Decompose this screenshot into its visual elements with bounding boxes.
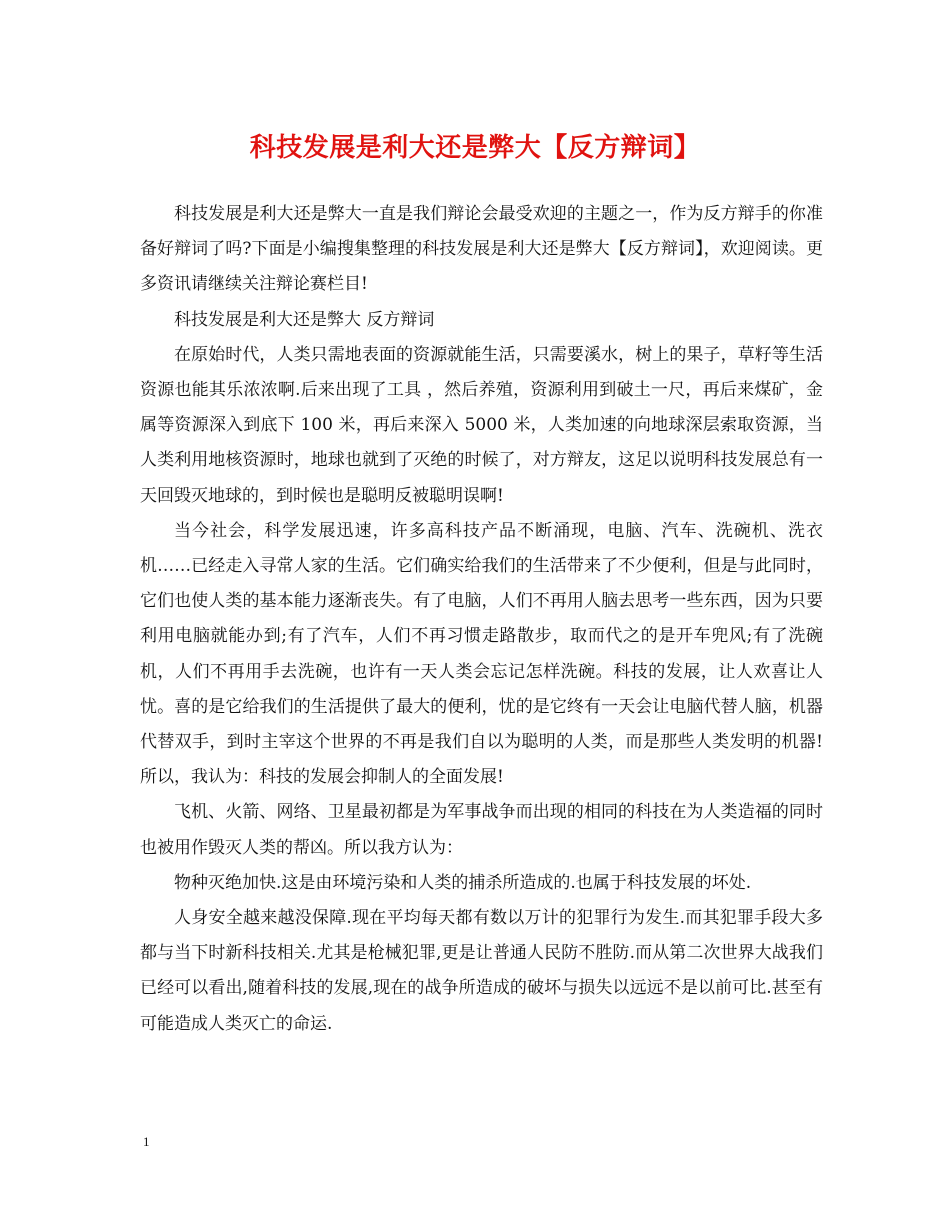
document-title: 科技发展是利大还是弊大【反方辩词】 bbox=[249, 133, 701, 163]
document-body bbox=[140, 197, 823, 1042]
body-paragraph-species-extinction: 物种灭绝加快.这是由环境污染和人类的捕杀所造成的.也属于科技发展的坏处. bbox=[174, 872, 752, 893]
page-number: 1 bbox=[143, 1134, 150, 1149]
intro-paragraph: 科技发展是利大还是弊大一直是我们辩论会最受欢迎的主题之一，作为反方辩手的你准备好辩词了吗?下面是小编搜集整理的科技发展是利大还是弊大【反方辩词】，欢迎阅读。更多资讯请继续关注辩论赛栏目! bbox=[140, 204, 823, 295]
body-paragraph-modern-society: 当今社会，科学发展迅速，许多高科技产品不断涌现，电脑、汽车、洗碗机、洗衣机……已经走入寻常人家的生活。它们确实给我们的生活带来了不少便利，但是与此同时，它们也使人类的基本能力逐渐丧失。有了电脑，人们不再用人脑去思考一些东西，因为只要利用电脑就能办到;有了汽车，人们不再习惯走路散步，取而代之的是开车兜风;有了洗碗机，人们不再用手去洗碗，也许有一天人类会忘记怎样洗碗。科技的发展，让人欢喜让人忧。喜的是它给我们的生活提供了最大的便利，忧的是它终有一天会让电脑代替人脑，机器代替双手，到时主宰这个世界的不再是我们自以为聪明的人类，而是那些人类发明的机器!所以，我认为：科技的发展会抑制人的全面发展! bbox=[140, 520, 823, 788]
body-paragraph-military-tech: 飞机、火箭、网络、卫星最初都是为军事战争而出现的相同的科技在为人类造福的同时也被用作毁灭人类的帮凶。所以我方认为： bbox=[140, 802, 823, 858]
section-heading: 科技发展是利大还是弊大 反方辩词 bbox=[174, 309, 435, 330]
body-paragraph-personal-safety: 人身安全越来越没保障.现在平均每天都有数以万计的犯罪行为发生.而其犯罪手段大多都与当下时新科技相关.尤其是枪械犯罪,更是让普通人民防不胜防.而从第二次世界大战我们已经可以看出,随着科技的发展,现在的战争所造成的破坏与损失以远远不是以前可比.甚至有可能造成人类灭亡的命运. bbox=[140, 908, 823, 1034]
body-paragraph-primitive-era: 在原始时代，人类只需地表面的资源就能生活，只需要溪水，树上的果子，草籽等生活资源也能其乐浓浓啊.后来出现了工具 ，然后养殖，资源利用到破土一尺，再后来煤矿，金属等资源深入到底下 100 米，再后来深入 5000 米，人类加速的向地球深层索取资源，当人类利用地核资源时，地球也就到了灭绝的时候了，对方辩友，这足以说明科技发展总有一天回毁灭地球的，到时候也是聪明反被聪明误啊! bbox=[140, 344, 823, 506]
